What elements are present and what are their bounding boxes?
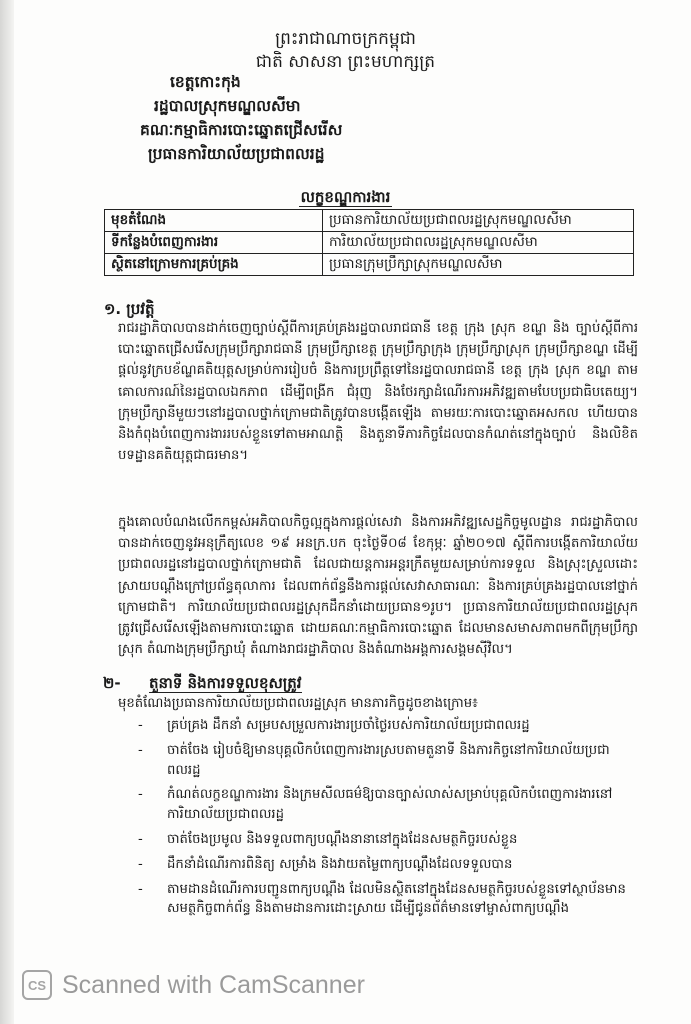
section2-title: តួនាទី និងការទទួលខុសត្រូវ bbox=[149, 674, 302, 692]
camscanner-text: Scanned with CamScanner bbox=[62, 970, 365, 999]
section2-number: ២- bbox=[103, 674, 121, 692]
camscanner-logo-icon: CS bbox=[22, 970, 52, 1000]
kingdom-title: ព្រះរាជាណាចក្រកម្ពុជា bbox=[275, 29, 416, 49]
list-item: - ចាត់ចែង រៀបចំឱ្យមានបុគ្គលិកបំពេញការងារស្របតាមតួនាទី និងភារកិច្ចនៅការិយាល័យប្រជាពលរដ្ឋ bbox=[138, 741, 638, 781]
scan-shadow-edge bbox=[0, 0, 14, 1024]
row-label: ស្ថិតនៅក្រោមការគ្រប់គ្រង bbox=[105, 254, 323, 276]
table-row bbox=[105, 254, 634, 276]
section1-heading: ១. ប្រវត្តិ bbox=[104, 300, 155, 318]
section1-paragraph-1: រាជរដ្ឋាភិបាលបានដាក់ចេញច្បាប់ស្តីពីការគ្រប់គ្រងរដ្ឋបាលរាជធានី ខេត្ត ក្រុង ស្រុក ខណ្ឌ និង ច្បាប់ស្តីពីការបោះឆ្នោតជ្រើសរើសក្រុមប្រឹក្សារាជធានី ក្រុមប្រឹក្សាខេត្ត ក្រុមប្រឹក្សាក្រុង ក្រុមប្រឹក្សាស្រុក ក្រុមប្រឹក្សាខណ្ឌ ដើម្បីផ្តល់នូវក្របខ័ណ្ឌគតិយុត្តសម្រាប់ការរៀបចំ និងការប្រព្រឹត្តទៅនៃរដ្ឋបាលរាជធានី ខេត្ត ក្រុង ស្រុក ខណ្ឌ តាមគោលការណ៍នៃរដ្ឋបាលឯកភាព ដើម្បីពង្រីក ជំរុញ និងថែរក្សាដំណើរការអភិវឌ្ឍតាមបែបប្រជាធិបតេយ្យ។ ក្រុមប្រឹក្សានីមួយៗនៅរដ្ឋបាលថ្នាក់ក្រោមជាតិត្រូវបានបង្កើតឡើង តាមរយៈការបោះឆ្នោតអសកល ហើយបាននិងកំពុងបំពេញការងាររបស់ខ្លួនទៅតាមអាណត្តិ និងតួនាទីភារកិច្ចដែលបានកំណត់នៅក្នុងច្បាប់ និងលិខិតបទដ្ឋានគតិយុត្តជាធរមាន។ bbox=[118, 321, 638, 464]
issuer-district-admin: រដ្ឋបាលស្រុកមណ្ឌលសីមា bbox=[154, 97, 301, 115]
list-item: - ដឹកនាំដំណើរការពិនិត្យ សម្រាំង និងវាយតម្លៃពាក្យបណ្តឹងដែលទទួលបាន bbox=[138, 855, 638, 875]
list-item: - ចាត់ចែងប្រមូល និងទទួលពាក្យបណ្តឹងនានានៅក្នុងដែនសមត្ថកិច្ចរបស់ខ្លួន bbox=[138, 830, 638, 850]
duties-list bbox=[138, 716, 638, 924]
camscanner-watermark bbox=[22, 968, 365, 1002]
row-value: ការិយាល័យប្រជាពលរដ្ឋស្រុកមណ្ឌលសីមា bbox=[323, 232, 634, 254]
table-row bbox=[105, 210, 634, 232]
section1-paragraph-2: ក្នុងគោលបំណងលើកកម្ពស់អភិបាលកិច្ចល្អក្នុងការផ្តល់សេវា និងការអភិវឌ្ឍសេដ្ឋកិច្ចមូលដ្ឋាន រាជរដ្ឋាភិបាលបានដាក់ចេញនូវអនុក្រឹត្យលេខ ១៩ អនក្រ.បក ចុះថ្ងៃទី០៨ ខែកុម្ភៈ ឆ្នាំ២០១៧ ស្តីពីការបង្កើតការិយាល័យប្រជាពលរដ្ឋនៅរដ្ឋបាលថ្នាក់ក្រោមជាតិ ដែលជាយន្តការអន្តរក្រឹតមួយសម្រាប់ការទទួល និងស្រុះស្រួលដោះស្រាយបណ្តឹងក្រៅប្រព័ន្ធតុលាការ ដែលពាក់ព័ន្ធនឹងការផ្តល់សេវាសាធារណៈ និងការគ្រប់គ្រងរដ្ឋបាលនៅថ្នាក់ក្រោមជាតិ។ ការិយាល័យប្រជាពលរដ្ឋស្រុកដឹកនាំដោយប្រធាន១រូប។ ប្រធានការិយាល័យប្រជាពលរដ្ឋស្រុក ត្រូវជ្រើសរើសឡើងតាមការបោះឆ្នោត ដោយគណៈកម្មាធិការបោះឆ្នោត ដែលមានសមាសភាពមកពីក្រុមប្រឹក្សាស្រុក តំណាងក្រុមប្រឹក្សាឃុំ តំណាងរាជរដ្ឋាភិបាល និងតំណាងអង្គការសង្គមស៊ីវិល។ bbox=[118, 515, 638, 658]
job-description-title: លក្ខខណ្ឌការងារ bbox=[300, 188, 391, 206]
job-info-table bbox=[104, 209, 634, 276]
section2-intro: មុខតំណែងប្រធានការិយាល័យប្រជាពលរដ្ឋស្រុក មានភារកិច្ចដូចខាងក្រោម៖ bbox=[118, 696, 478, 711]
row-label: ទីកន្លែងបំពេញការងារ bbox=[105, 232, 323, 254]
national-motto: ជាតិ សាសនា ព្រះមហាក្សត្រ bbox=[255, 52, 436, 72]
section2-heading bbox=[103, 674, 302, 696]
row-value: ប្រធានក្រុមប្រឹក្សាស្រុកមណ្ឌលសីមា bbox=[323, 254, 634, 276]
list-item: - គ្រប់គ្រង ដឹកនាំ សម្របសម្រួលការងារប្រចាំថ្ងៃរបស់ការិយាល័យប្រជាពលរដ្ឋ bbox=[138, 716, 638, 736]
issuer-position: ប្រធានការិយាល័យប្រជាពលរដ្ឋ bbox=[148, 145, 325, 163]
row-label: មុខតំណែង bbox=[105, 210, 323, 232]
issuer-province: ខេត្តកោះកុង bbox=[170, 73, 241, 91]
list-item: - តាមដានដំណើរការបញ្ជូនពាក្យបណ្តឹង ដែលមិនស្ថិតនៅក្នុងដែនសមត្ថកិច្ចរបស់ខ្លួនទៅស្ថាប័នមានសមត្ថកិច្ចពាក់ព័ន្ធ និងតាមដានការដោះស្រាយ ដើម្បីជូនព័ត៌មានទៅម្ចាស់ពាក្យបណ្តឹង bbox=[138, 880, 638, 920]
issuer-block bbox=[140, 70, 342, 166]
issuer-election-committee: គណៈកម្មាធិការបោះឆ្នោតជ្រើសរើស bbox=[140, 121, 343, 139]
row-value: ប្រធានការិយាល័យប្រជាពលរដ្ឋស្រុកមណ្ឌលសីមា bbox=[323, 210, 634, 232]
list-item: - កំណត់លក្ខខណ្ឌការងារ និងក្រមសីលធម៌ឱ្យបានច្បាស់លាស់សម្រាប់បុគ្គលិកបំពេញការងារនៅការិយាល័យប្រជាពលរដ្ឋ bbox=[138, 785, 638, 825]
table-row bbox=[105, 232, 634, 254]
